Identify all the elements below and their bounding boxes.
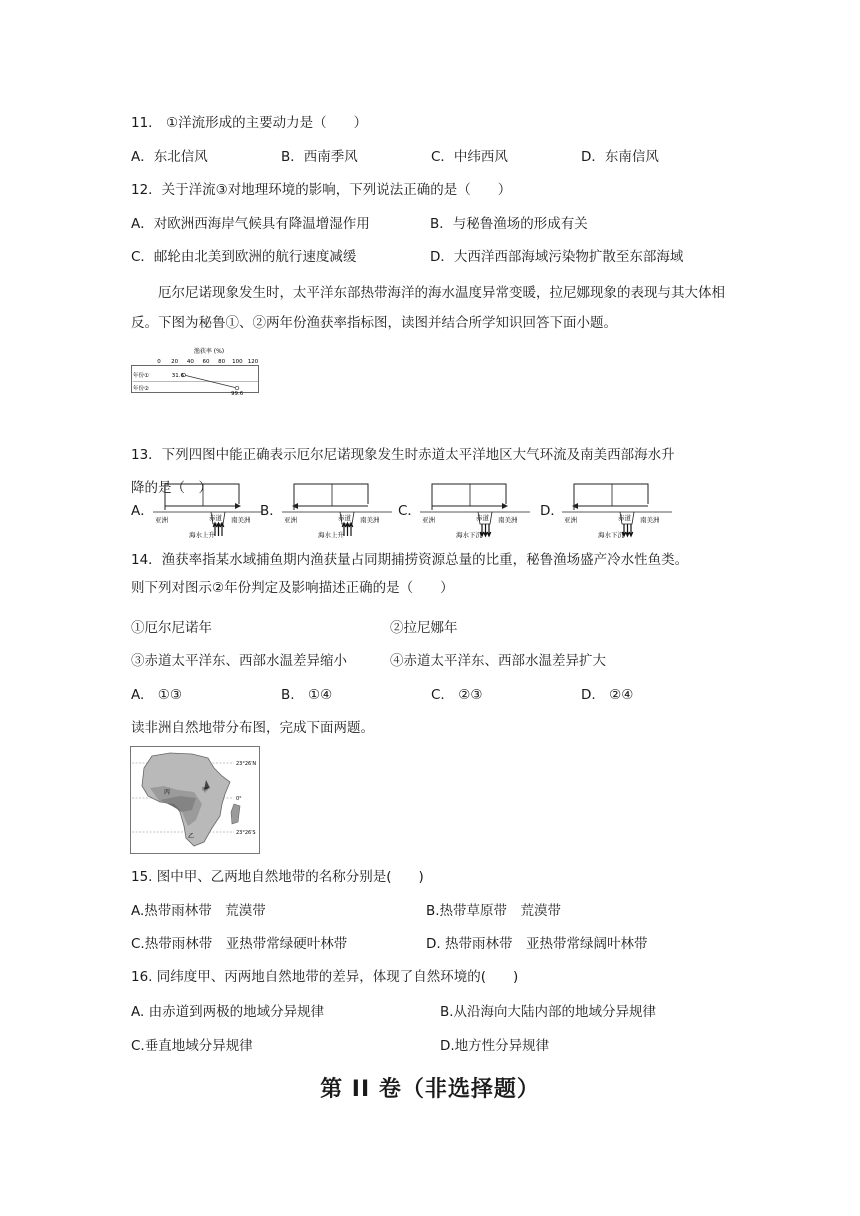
water-arrow bbox=[487, 524, 491, 536]
label-jia: 甲 bbox=[202, 787, 209, 794]
asia-label: 亚洲 bbox=[422, 516, 435, 524]
water-movement-caption: 海水下沉 bbox=[456, 531, 482, 538]
water-arrow bbox=[346, 523, 350, 536]
label-bing: 丙 bbox=[164, 789, 171, 796]
q12-option-d[interactable]: D．大西洋西部海域污染物扩散至东部海域 bbox=[430, 249, 684, 265]
q13-stem-line2: 降的是（ ） bbox=[131, 480, 212, 496]
chart-frame bbox=[132, 366, 259, 393]
el-nino-passage: 厄尔尼诺现象发生时，太平洋东部热带海洋的海水温度异常变暖，拉尼娜现象的表现与其大体相反。下图为秘鲁①、②两年份渔获率指标图，读图并结合所学知识回答下面小题。 bbox=[131, 285, 725, 331]
lat-north-label: 23°26′N bbox=[236, 761, 257, 767]
lat-south-label: 23°26′S bbox=[236, 830, 256, 836]
south-america-label: 南美洲 bbox=[231, 516, 251, 524]
equator-label: 赤道 bbox=[338, 514, 351, 522]
water-arrow bbox=[484, 524, 488, 536]
x-tick-label: 100 bbox=[232, 359, 243, 365]
q11-stem: 11． ①洋流形成的主要动力是（ ） bbox=[131, 115, 368, 131]
q15-option-c[interactable]: C.热带雨林带 亚热带常绿硬叶林带 bbox=[131, 936, 348, 952]
q16-option-a[interactable]: A. 由赤道到两极的地域分异规律 bbox=[131, 1004, 325, 1020]
q14-statement-1: ①厄尔尼诺年 bbox=[131, 620, 212, 636]
asia-label: 亚洲 bbox=[155, 516, 168, 524]
africa-natural-zones-map bbox=[130, 746, 260, 854]
section-title: 第 II 卷（非选择题） bbox=[320, 1077, 540, 1102]
x-tick-label: 80 bbox=[218, 359, 226, 365]
x-tick-label: 20 bbox=[171, 359, 179, 365]
south-america-label: 南美洲 bbox=[360, 516, 380, 524]
south-america-label: 南美洲 bbox=[640, 516, 660, 524]
q12-option-c[interactable]: C．邮轮由北美到欧洲的航行速度减缓 bbox=[131, 249, 357, 265]
asia-label: 亚洲 bbox=[284, 516, 297, 524]
x-tick-label: 0 bbox=[157, 359, 161, 365]
q15-option-b[interactable]: B.热带草原带 荒漠带 bbox=[426, 903, 562, 919]
data-label: 31.6 bbox=[171, 373, 185, 379]
q15-stem: 15. 图中甲、乙两地自然地带的名称分别是( ) bbox=[131, 869, 424, 885]
x-tick-label: 120 bbox=[247, 359, 259, 365]
asia-label: 亚洲 bbox=[564, 516, 577, 524]
q13-option-letter[interactable]: B． bbox=[260, 503, 283, 519]
q14-option-c[interactable]: C. ②③ bbox=[431, 687, 483, 703]
q14-option-d[interactable]: D. ②④ bbox=[581, 687, 634, 703]
q13-option-letter[interactable]: C． bbox=[398, 503, 421, 519]
equator-label: 赤道 bbox=[618, 514, 631, 522]
q13-option-letter[interactable]: A． bbox=[131, 503, 154, 519]
water-arrow bbox=[349, 523, 353, 536]
q13-diagram[interactable] bbox=[153, 476, 263, 538]
q14-statement-2: ②拉尼娜年 bbox=[390, 620, 458, 636]
q11-option-a[interactable]: A．东北信风 bbox=[131, 149, 208, 165]
fishing-rate-chart bbox=[131, 345, 261, 395]
q16-option-b[interactable]: B.从沿海向大陆内部的地域分异规律 bbox=[440, 1004, 657, 1020]
wind-arrow-head bbox=[292, 503, 298, 509]
q14-stem-line2: 则下列对图示②年份判定及影响描述正确的是（ ） bbox=[131, 580, 454, 596]
q15-option-d[interactable]: D. 热带雨林带 亚热带常绿阔叶林带 bbox=[426, 936, 648, 952]
equator-label: 0° bbox=[236, 796, 242, 802]
water-arrow bbox=[626, 524, 630, 536]
water-movement-caption: 海水上升 bbox=[189, 531, 215, 538]
equator-label: 赤道 bbox=[476, 514, 489, 522]
q16-stem: 16. 同纬度甲、丙两地自然地带的差异，体现了自然环境的( ) bbox=[131, 969, 519, 985]
data-label: 99.6 bbox=[231, 391, 244, 395]
x-tick-labels bbox=[157, 359, 258, 365]
wind-arrow-head bbox=[502, 503, 508, 509]
q14-statement-4: ④赤道太平洋东、西部水温差异扩大 bbox=[390, 653, 606, 669]
year-label: 年份② bbox=[133, 386, 149, 392]
data-point bbox=[235, 386, 239, 390]
water-movement-caption: 海水下沉 bbox=[598, 531, 624, 538]
q14-option-b[interactable]: B. ①④ bbox=[281, 687, 333, 703]
label-yi: 乙 bbox=[188, 833, 195, 840]
q13-option-letter[interactable]: D． bbox=[540, 503, 564, 519]
q16-option-d[interactable]: D.地方性分异规律 bbox=[440, 1038, 550, 1054]
q15-option-a[interactable]: A.热带雨林带 荒漠带 bbox=[131, 903, 266, 919]
equator-label: 赤道 bbox=[209, 514, 222, 522]
water-arrow bbox=[217, 523, 221, 536]
water-arrow bbox=[629, 524, 633, 536]
q13-diagram[interactable] bbox=[420, 476, 530, 538]
q12-option-b[interactable]: B．与秘鲁渔场的形成有关 bbox=[430, 216, 588, 232]
chart-marks bbox=[172, 373, 244, 395]
africa-intro: 读非洲自然地带分布图，完成下面两题。 bbox=[131, 720, 374, 736]
q13-diagram[interactable] bbox=[282, 476, 392, 538]
wind-arrow-head bbox=[235, 503, 241, 509]
chart-title: 渔获率 (%) bbox=[193, 348, 225, 355]
year-rows bbox=[133, 371, 258, 392]
q14-statement-3: ③赤道太平洋东、西部水温差异缩小 bbox=[131, 653, 347, 669]
wind-arrow-head bbox=[572, 503, 578, 509]
x-tick-label: 60 bbox=[202, 359, 210, 365]
q13-stem-line1: 13．下列四图中能正确表示厄尔尼诺现象发生时赤道太平洋地区大气环流及南美西部海水升 bbox=[131, 447, 675, 463]
q12-stem: 12．关于洋流③对地理环境的影响，下列说法正确的是（ ） bbox=[131, 182, 512, 198]
q12-option-a[interactable]: A．对欧洲西海岸气候具有降温增湿作用 bbox=[131, 216, 370, 232]
water-movement-caption: 海水上升 bbox=[318, 531, 344, 538]
x-tick-label: 40 bbox=[186, 359, 194, 365]
water-arrow bbox=[220, 523, 224, 536]
q11-option-d[interactable]: D．东南信风 bbox=[581, 149, 659, 165]
q11-option-b[interactable]: B．西南季风 bbox=[281, 149, 358, 165]
south-america-label: 南美洲 bbox=[498, 516, 518, 524]
year-label: 年份① bbox=[133, 373, 149, 379]
q16-option-c[interactable]: C.垂直地域分异规律 bbox=[131, 1038, 253, 1054]
q14-stem-line1: 14．渔获率指某水域捕鱼期内渔获量占同期捕捞资源总量的比重，秘鲁渔场盛产冷水性鱼类。 bbox=[131, 552, 689, 568]
q13-diagram[interactable] bbox=[562, 476, 672, 538]
q11-option-c[interactable]: C．中纬西风 bbox=[431, 149, 508, 165]
q14-option-a[interactable]: A. ①③ bbox=[131, 687, 182, 703]
